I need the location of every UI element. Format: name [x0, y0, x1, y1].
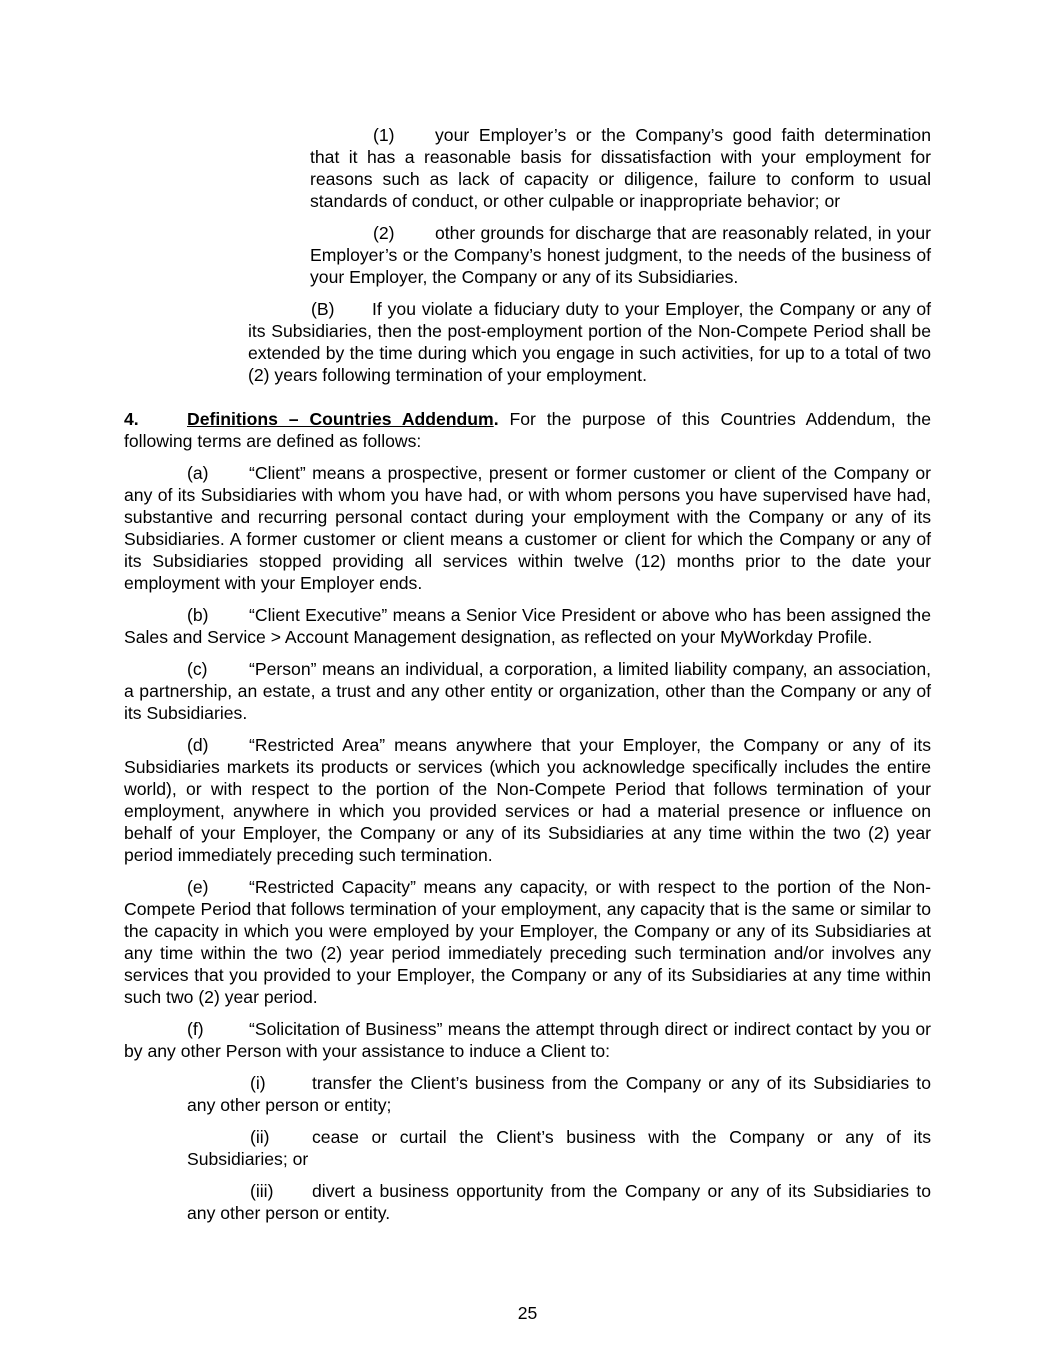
- sub-item-1-text: your Employer’s or the Company’s good faith determination that it has a reasonable basis for dissatisfaction with your employment for reasons such as lack of capacity or diligence, failure to conform to usual standards of conduct, or other culpable or inappropriate behavior; or: [310, 125, 931, 211]
- definition-c-text: “Person” means an individual, a corporation, a limited liability company, an association, a partnership, an estate, a trust and any other entity or organization, other than the Company or any of its Subsidiaries.: [124, 659, 931, 723]
- item-b-number: (B): [311, 299, 335, 319]
- sub-item-2-number: (2): [373, 223, 395, 243]
- definition-f: [124, 1018, 931, 1062]
- solicitation-item-i-number: (i): [250, 1073, 266, 1093]
- section-number: 4.: [124, 409, 139, 429]
- solicitation-item-ii-number: (ii): [250, 1127, 270, 1147]
- definition-e-number: (e): [187, 877, 209, 897]
- solicitation-item-iii-number: (iii): [250, 1181, 274, 1201]
- sub-item-1-number: (1): [373, 125, 395, 145]
- definition-a-text: “Client” means a prospective, present or former customer or client of the Company or any of its Subsidiaries with whom you have had, or with whom persons you have supervised have had, substantive and recurring personal contact during your employment with the Company or any of its Subsidiaries. A former customer or client means a customer or client for which the Company or any of its Subsidiaries stopped providing all services within twelve (12) months prior to the date your employment with your Employer ends.: [124, 463, 931, 593]
- definition-a-number: (a): [187, 463, 209, 483]
- item-b-text: If you violate a fiduciary duty to your Employer, the Company or any of its Subsidiaries, then the post-employment portion of the Non-Compete Period shall be extended by the time during which you engage in such activities, for up to a total of two (2) years following termination of your employment.: [248, 299, 931, 385]
- section-title: Definitions – Countries Addendum: [187, 409, 494, 429]
- definition-c-number: (c): [187, 659, 208, 679]
- definition-d-number: (d): [187, 735, 209, 755]
- section-title-period: .: [493, 409, 499, 429]
- definition-b-text: “Client Executive” means a Senior Vice President or above who has been assigned the Sales and Service > Account Management designation, as reflected on your MyWorkday Profile.: [124, 605, 931, 647]
- definition-b: [124, 604, 931, 648]
- sub-item-1: [310, 124, 931, 212]
- definition-f-text: “Solicitation of Business” means the attempt through direct or indirect contact by you or by any other Person with your assistance to induce a Client to:: [124, 1019, 931, 1061]
- solicitation-item-i-text: transfer the Client’s business from the Company or any of its Subsidiaries to any other person or entity;: [187, 1073, 931, 1115]
- page-number: 25: [517, 1303, 538, 1323]
- solicitation-item-iii: [187, 1180, 931, 1224]
- definition-f-number: (f): [187, 1019, 204, 1039]
- definition-a: [124, 462, 931, 594]
- definition-c: [124, 658, 931, 724]
- section-intro: For the purpose of this Countries Addendum, the following terms are defined as follows:: [124, 409, 932, 451]
- solicitation-item-i: [187, 1072, 931, 1116]
- solicitation-item-ii: [187, 1126, 931, 1170]
- definition-d: [124, 734, 931, 866]
- definition-d-text: “Restricted Area” means anywhere that your Employer, the Company or any of its Subsidiaries markets its products or services (which you acknowledge specifically includes the entire world), or with respect to the portion of the Non-Compete Period that follows termination of your employment, anywhere in which you provided services or had a material presence or influence on behalf of your Employer, the Company or any of its Subsidiaries at any time within the two (2) year period immediately preceding such termination.: [124, 735, 931, 865]
- definition-e-text: “Restricted Capacity” means any capacity, or with respect to the portion of the Non-Compete Period that follows termination of your employment, any capacity that is the same or similar to the capacity in which you were employed by your Employer, the Company or any of its Subsidiaries at any time within the two (2) year period immediately preceding such termination and/or involves any services that you provided to your Employer, the Company or any of its Subsidiaries at any time within such two (2) year period.: [124, 877, 931, 1007]
- definition-b-number: (b): [187, 605, 209, 625]
- sub-item-2: [310, 222, 931, 288]
- item-b: [248, 298, 931, 386]
- solicitation-item-ii-text: cease or curtail the Client’s business with the Company or any of its Subsidiaries; or: [187, 1127, 931, 1169]
- solicitation-item-iii-text: divert a business opportunity from the Company or any of its Subsidiaries to any other person or entity.: [187, 1181, 931, 1223]
- document-page: [124, 124, 931, 1234]
- sub-item-2-text: other grounds for discharge that are reasonably related, in your Employer’s or the Company’s honest judgment, to the needs of the business of your Employer, the Company or any of its Subsidiaries.: [310, 223, 931, 287]
- section-4-heading: [124, 408, 931, 452]
- definition-e: [124, 876, 931, 1008]
